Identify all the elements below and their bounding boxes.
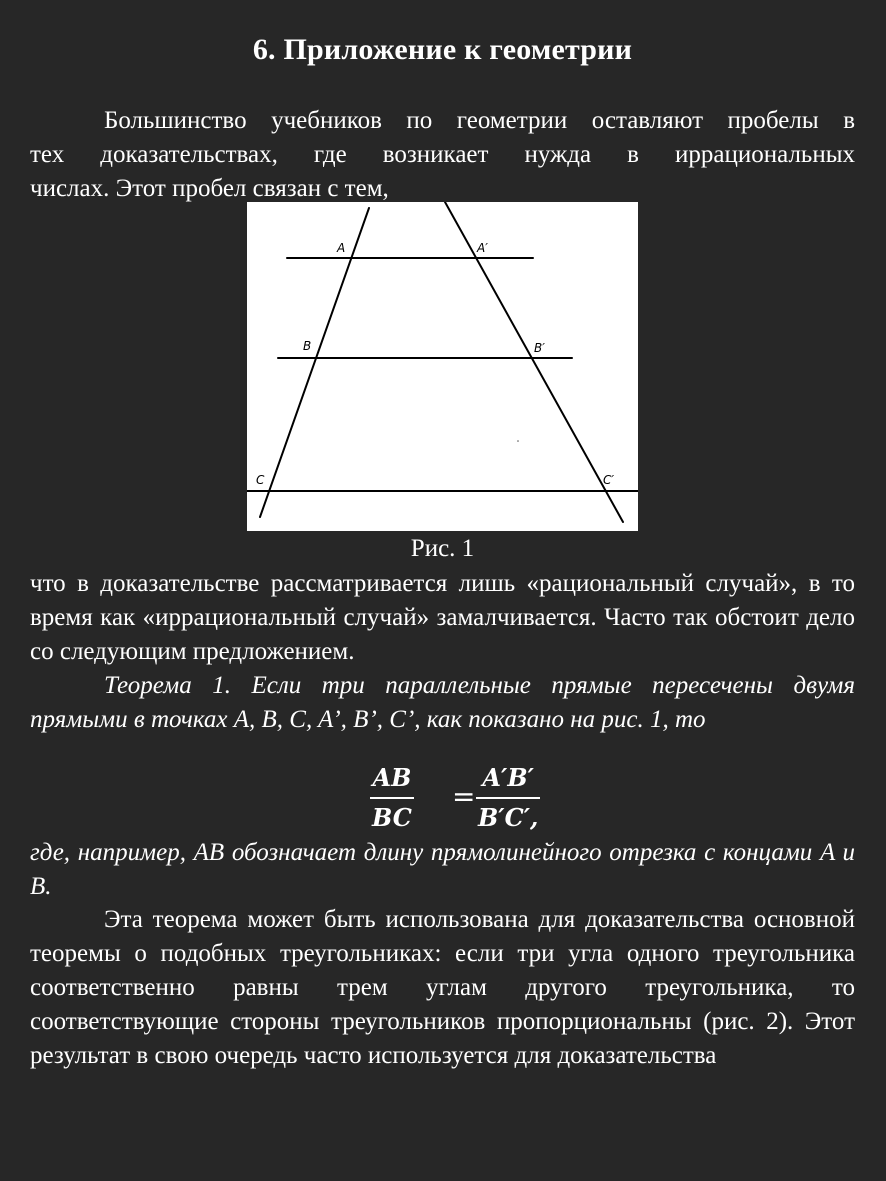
intro-line-2: тех доказательствах, где возникает нужда в иррациональных	[30, 141, 855, 168]
label-a-prime: A′	[477, 241, 488, 255]
transversal-left	[260, 208, 369, 517]
left-denominator: BC	[372, 803, 412, 832]
figure-drawing	[247, 202, 638, 531]
transversal-right	[445, 202, 623, 522]
figure-caption: Рис. 1	[410, 535, 475, 562]
continuation-paragraph: что в доказательстве рассматривается лишь «рациональный случай», в то время как «иррациональный случай» замалчивается. Часто так обстоит дело со следующим предложением.	[30, 570, 855, 665]
label-c-prime: C′	[603, 473, 615, 487]
intro-line-1: Большинство учебников по геометрии оставляют пробелы в	[104, 107, 855, 134]
theorem-paragraph: Теорема 1. Если три параллельные прямые пересечены двумя прямыми в точках A, B, C, A’, B’, C’, как показано на рис. 1, то	[30, 672, 855, 733]
final-paragraph: Эта теорема может быть использована для доказательства основной теоремы о подобных треугольниках: если три угла одного треугольника соответственно равны трем углам другого треугольника, то соответствующие стороны треугольников пропорциональны (рис. 2). Этот результат в свою очередь часто используется для доказательства	[30, 906, 855, 1069]
figure-speck	[517, 440, 519, 442]
right-fraction	[476, 762, 540, 834]
left-fraction-bar	[370, 797, 414, 799]
label-c: C	[256, 473, 265, 487]
section-title: 6. Приложение к геометрии	[252, 33, 633, 66]
intro-paragraph	[30, 104, 855, 206]
right-fraction-bar	[476, 797, 540, 799]
label-a: A	[337, 241, 346, 255]
right-denominator: B′C′,	[478, 803, 539, 832]
equals-sign: =	[452, 780, 476, 813]
proportion-formula	[370, 762, 550, 840]
label-b: B	[303, 339, 312, 353]
left-numerator: AB	[372, 763, 412, 792]
label-b-prime: B′	[534, 341, 545, 355]
left-fraction	[370, 762, 414, 834]
right-numerator: A′B′	[482, 763, 534, 792]
definition-paragraph: где, например, AB обозначает длину прямолинейного отрезка с концами A и B.	[30, 839, 855, 900]
intro-line-3: числах. Этот пробел связан с тем,	[30, 175, 389, 202]
figure-parallel-lines	[247, 202, 638, 531]
